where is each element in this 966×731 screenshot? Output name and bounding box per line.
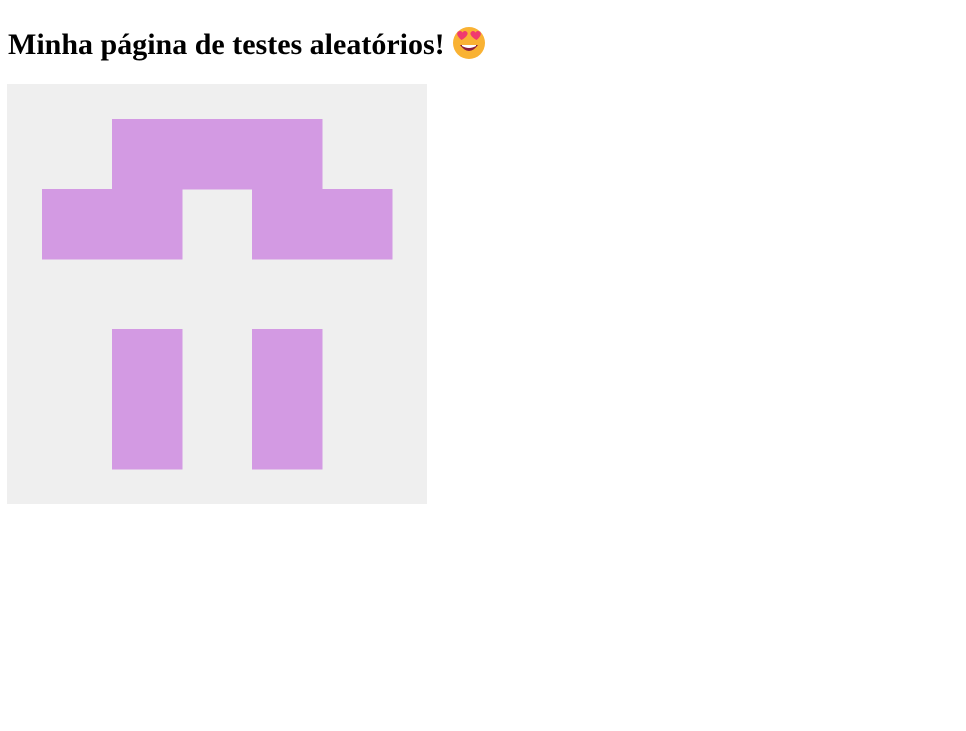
identicon-cell xyxy=(112,399,183,470)
smiling-face-with-heart-eyes-icon xyxy=(451,24,487,60)
identicon-cell xyxy=(252,399,323,470)
page-title-text: Minha página de testes aleatórios! xyxy=(8,28,445,61)
identicon-cell xyxy=(252,189,323,260)
identicon-cell xyxy=(322,189,393,260)
identicon-image xyxy=(7,84,427,504)
identicon-cell xyxy=(112,119,183,190)
page-title xyxy=(8,24,487,65)
identicon-cell xyxy=(112,329,183,400)
identicon-cell xyxy=(112,189,183,260)
identicon-cell xyxy=(252,329,323,400)
identicon-cell xyxy=(182,119,253,190)
identicon-cell xyxy=(42,189,113,260)
identicon-cell xyxy=(252,119,323,190)
